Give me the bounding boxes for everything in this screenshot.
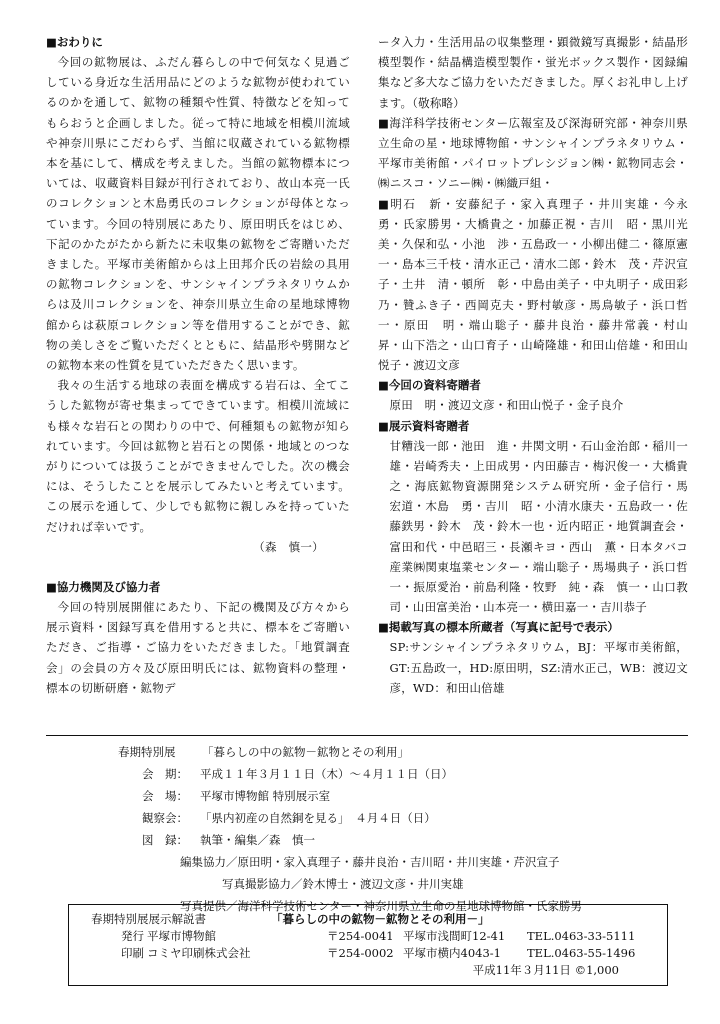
divider [46,735,688,736]
exhibit-observation-row [118,807,688,829]
cooperating-institutions: ■海洋科学技術センター広報室及び深海研究部・神奈川県立生命の星・地球博物館・サンシャインプラネタリウム・平塚市美術館・パイロットプレシジョン㈱・鉱物同志会・㈱ニスコ・ソニー㈱・㈱織戸組・ [378,115,688,191]
paragraph: 我々の生活する地球の表面を構成する岩石は、全てこうした鉱物が寄せ集まってできています。相模川流域にも様々な岩石との関わりの中で、何種類もの鉱物が知られています。今回は鉱物と岩石との関係・地域とのつながりについては扱うことができませんでした。次の機会には、そうしたことを展示してみたいと考えています。この展示を通して、少しでも鉱物に親しみを持っていただければ幸いです。 [46,378,350,534]
printer-zip: 〒254-0002 [327,946,394,960]
publisher-address: 平塚市浅間町12-41 [403,929,506,943]
printer-name: コミヤ印刷株式会社 [147,946,251,960]
venue-key: 会 場： [142,789,188,803]
venue-value: 平塚市博物館 特別展示室 [200,789,331,803]
exhibit-info [118,741,688,917]
section-heading: ■おわりに [46,35,103,49]
author-signature: （森 慎一） [253,539,324,554]
catalog-key: 図 録： [142,833,188,847]
exhibit-venue-row [118,785,688,807]
catalog-value: 執筆・編集／森 慎一 [200,833,315,847]
section-heading: ■掲載写真の標本所蔵者（写真に記号で表示） [378,620,619,635]
colophon-series-title: 「暮らしの中の鉱物－鉱物とその利用－」 [271,912,490,926]
colophon-box [68,904,668,986]
exhibit-period-row [118,763,688,785]
publisher-label: 発行 [121,929,144,943]
observation-value: 「県内初産の自然銅を見る」 ４月４日（日） [200,811,436,825]
donor-list: 原田 明・渡辺文彦・和田山悦子・金子良介 [389,398,624,413]
specimen-owner-legend: SP:サンシャインプラネタリウム，BJ：平塚市美術館，GT:五島政一，HD:原田明，SZ:清水正己，WB：渡辺文彦，WD：和田山倍雄 [389,640,688,695]
section-heading: ■展示資料寄贈者 [378,418,470,433]
publisher-tel: TEL.0463-33-5111 [527,929,636,943]
colophon-publisher-row [91,928,657,945]
printer-label: 印刷 [121,946,144,960]
colophon-title-row [91,911,657,928]
exhibit-donor-list: 甘糟浅一郎・池田 進・井関文明・石山金治郎・稲川一雄・岩崎秀夫・上田成男・内田藤吉・梅沢俊一・大橋貴之・海底鉱物資源開発システム研究所・金子信行・馬 宏道・木島 勇・吉川 昭・小清水康夫・五島政一・佐藤鉄男・鈴木 茂・鈴木一也・近内昭正・地質調査会・富田和代・中邑昭三・長瀬キヨ・西山 薫・日本タバコ産業㈱関東塩業センター・端山聡子・馬場典子・浜口哲一・振原愛治・前島利隆・牧野 純・森 慎一・山口教司・山田富美治・山本亮一・横田嘉一・吉川恭子 [389,438,700,615]
credit-line: 写真提供／海洋科学技術センター・神奈川県立生命の星地球博物館・氏家勝男 [180,899,583,913]
colophon-date-row [91,962,657,979]
exhibit-catalog-row [118,829,688,851]
credit-line: 写真撮影協力／鈴木博士・渡辺文彦・井川実雄 [222,877,464,891]
period-value: 平成１１年３月１１日（木）～４月１１日（日） [200,767,453,781]
observation-key: 観察会： [142,811,188,825]
left-column [46,32,350,704]
period-key: 会 期： [142,767,188,781]
colophon-printer-row [91,945,657,962]
paragraph-continuation: ータ入力・生活用品の収集整理・顕微鏡写真撮影・結晶形模型製作・結晶構造模型製作・蛍光ボックス製作・図録編集など多大なご協力をいただきました。厚くお礼申し上げます。（敬称略） [378,35,688,110]
colophon-series-label: 春期特別展展示解説書 [91,912,206,926]
printer-tel: TEL.0463-55-1496 [527,946,636,960]
paragraph: 今回の特別展開催にあたり、下記の機関及び方々から展示資料・図録写真を借用すると共に、標本をご寄贈いただき、ご指導・ご協力をいただきました。「地質調査会」の会員の方々及び原田明氏には、鉱物資料の整理・標本の切断研磨・鉱物デ [46,600,350,695]
cooperating-individuals: ■明石 新・安藤紀子・家入真理子・井川実雄・今永 勇・氏家勝男・大橋貴之・加藤正視・吉川 昭・黒川光美・久保和弘・小池 渉・五島政一・小柳出健二・篠原憲一・島本三千枝・清水正己・清水二郎・鈴木 茂・芹沢宣子・土井 清・頓所 彰・中島由美子・中丸明子・成田彩乃・贊ふき子・西岡克夫・野村敏彦・馬鳥敏子・浜口哲一・原田 明・端山聡子・藤井良治・藤井常義・村山 昇・山下浩之・山口育子・山崎隆雄・和田山倍雄・和田山悦子・渡辺文彦 [378,196,700,373]
section-heading: ■今回の資料寄贈者 [378,378,481,393]
printer-address: 平塚市横内4043-1 [403,946,501,960]
section-closing [46,32,350,557]
section-cooperation [46,577,350,698]
paragraph: 今回の鉱物展は、ふだん暮らしの中で何気なく見過ごしている身近な生活用品にどのような鉱物が使われているのかを通して、鉱物の種類や性質、特徴などを知ってもらおうと企画しました。従って特に地域を相模川流域や神奈川県にこだわらず、当館に収蔵されている鉱物標本を基にして、構成を考えました。当館の鉱物標本については、収蔵資料目録が刊行されており、故山本亮一氏のコレクションと木島勇氏のコレクションが母体となっています。今回の特別展にあたり、原田明氏をはじめ、下記のかたがたから新たに未収集の鉱物をご寄贈いただきました。平塚市美術館からは上田邦介氏の岩絵の具用の鉱物コレクションを、サンシャインプラネタリウムからは及川コレクションを、神奈川県立生命の星地球博物館からは萩原コレクション等を借用することができ、鉱物の美しさをご覧いただくとともに、結晶形や劈開などの鉱物本来の性質を見ていただきたく思います。 [46,55,350,373]
exhibit-title-key: 春期特別展 [118,745,176,759]
publisher-zip: 〒254-0041 [327,929,394,943]
section-heading: ■協力機関及び協力者 [46,580,161,595]
right-column [378,32,700,698]
exhibit-title-row [118,741,688,763]
publisher-name: 平塚市博物館 [147,929,216,943]
exhibit-title: 「暮らしの中の鉱物－鉱物とその利用」 [202,745,409,759]
publication-date: 平成11年３月11日 ©1,000 [472,963,619,977]
credit-line: 編集協力／原田明・家入真理子・藤井良治・吉川昭・井川実雄・芹沢宣子 [180,855,560,869]
